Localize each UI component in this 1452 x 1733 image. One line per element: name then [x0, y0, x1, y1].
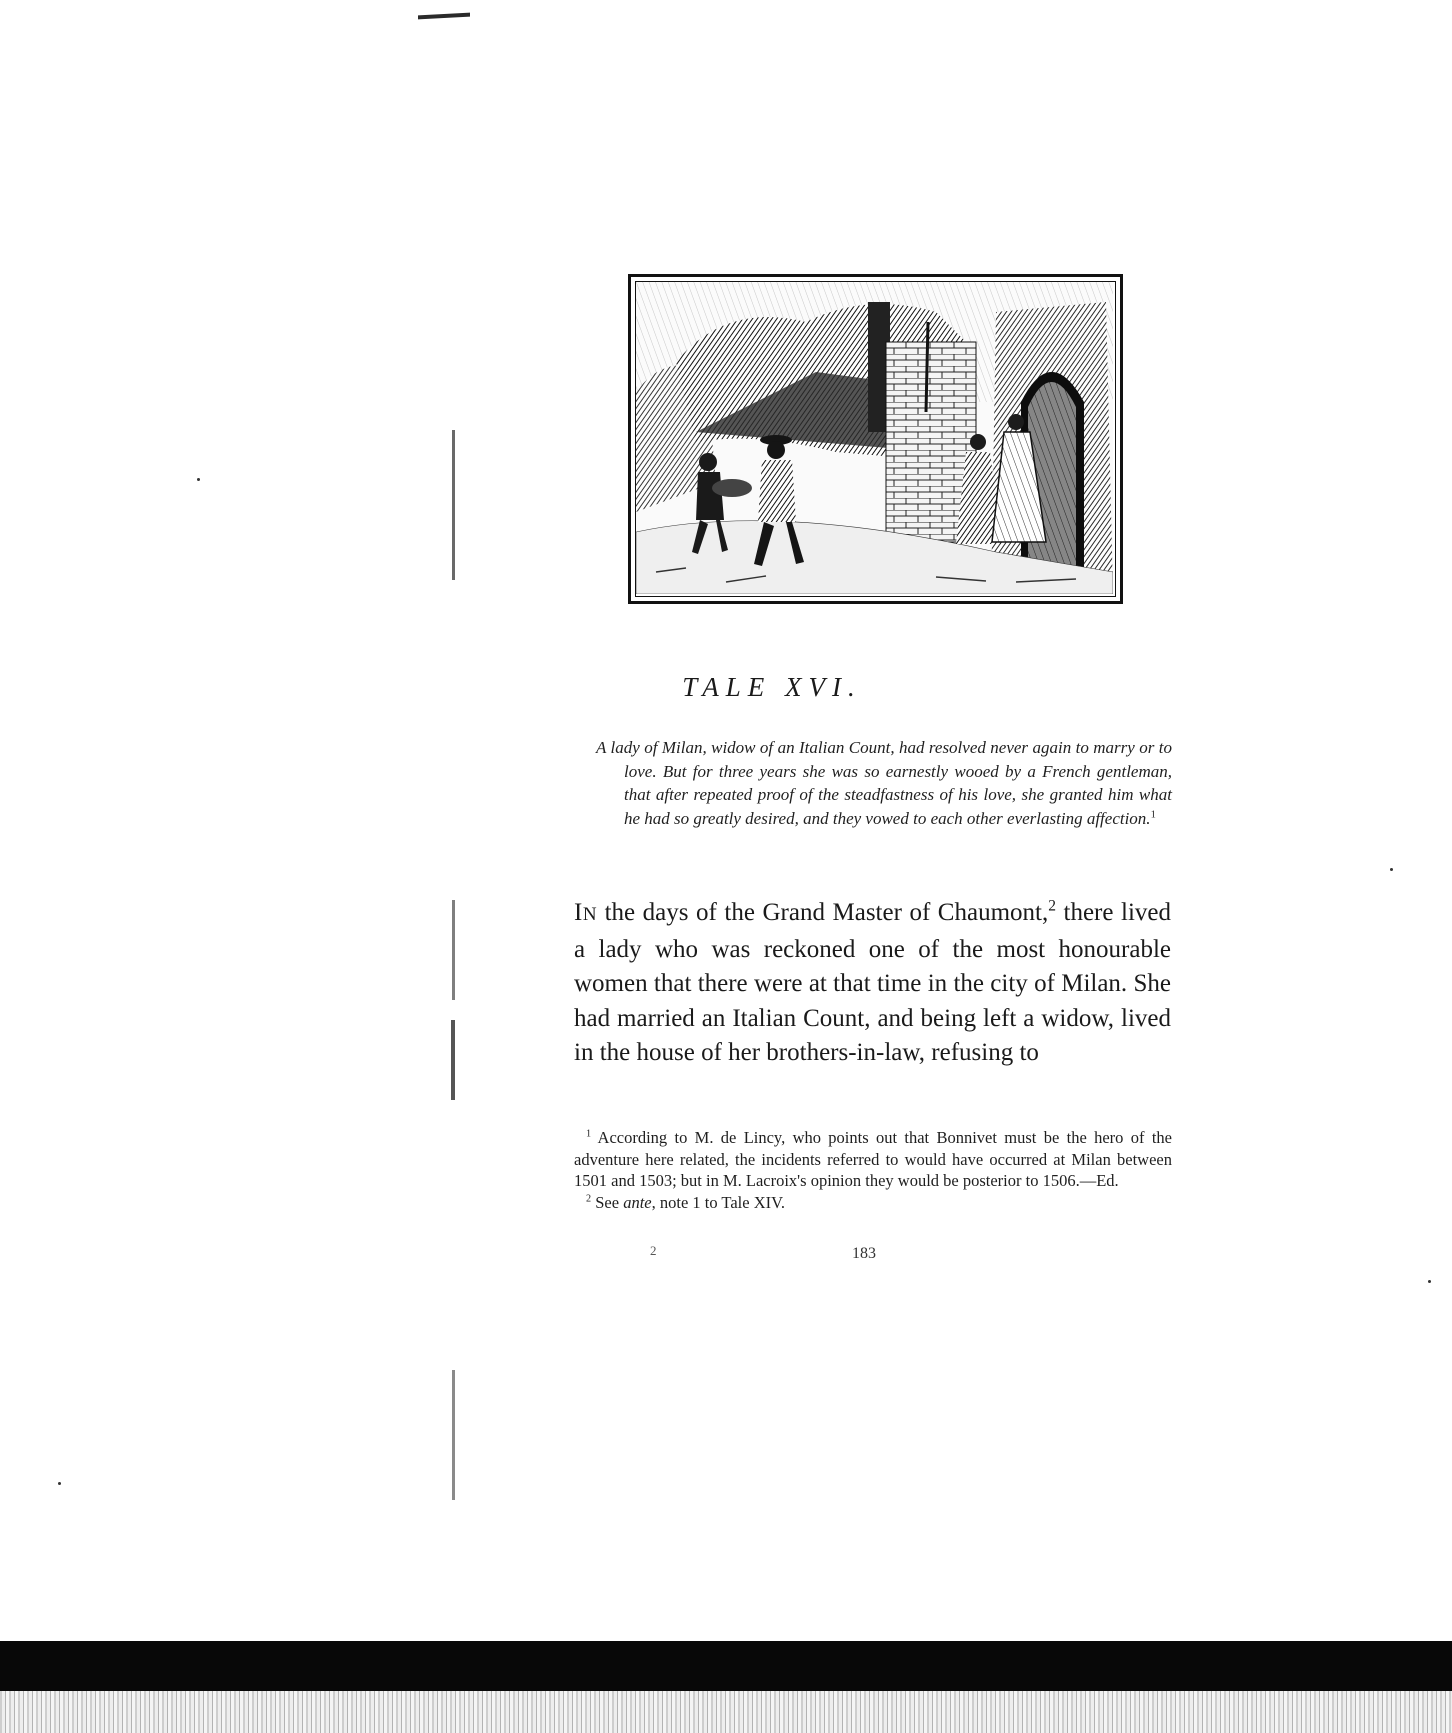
- footnote-marker: 1: [586, 1128, 592, 1140]
- gutter-streak: [452, 900, 455, 1000]
- page-number: 183: [852, 1245, 876, 1262]
- footnotes: [574, 1127, 1172, 1213]
- engraving-street-scene-image: [636, 282, 1113, 594]
- footnote-text: According to M. de Lincy, who points out that Bonnivet must be the hero of the adventure here related, the incidents referred to would have occurred at Milan between 1501 and 1503; but in M. Lacroix's opinion they would be posterior to 1506.—Ed.: [574, 1128, 1172, 1190]
- scan-speck: [58, 1482, 61, 1485]
- footnote-text: , note 1 to Tale XIV.: [651, 1192, 786, 1212]
- footnote-1: [574, 1127, 1172, 1192]
- lead-initial: I: [574, 899, 583, 926]
- footnote-2: [574, 1192, 1172, 1214]
- footnote-marker: 2: [586, 1193, 592, 1204]
- tale-title: TALE XVI.: [682, 672, 862, 702]
- body-text-part2: there lived a lady who was reckoned one of the most honourable women that there were at that time in the city of Milan. She had married an Italian Count, and being left a widow, lived in the house of her brothers-in-law, refusing to: [574, 899, 1172, 1066]
- gutter-streak: [451, 1020, 455, 1100]
- tale-illustration: [628, 274, 1123, 604]
- lead-word: [574, 899, 597, 926]
- footnote-italic: ante: [623, 1192, 652, 1212]
- scanner-noise-strip: [0, 1691, 1452, 1733]
- footnote-text: See: [591, 1192, 624, 1212]
- gutter-streak: [452, 430, 455, 580]
- footnote-ref-1[interactable]: 1: [1150, 808, 1156, 820]
- scan-speck: [1428, 1280, 1431, 1283]
- gutter-streak: [452, 1370, 455, 1500]
- gutter-top-mark: [418, 13, 470, 20]
- tale-synopsis: [596, 736, 1172, 830]
- scan-speck: [197, 478, 200, 481]
- scanner-shadow-bar: [0, 1641, 1452, 1691]
- body-text-part1: the days of the Grand Master of Chaumont,: [597, 899, 1049, 926]
- lead-small-caps: N: [582, 904, 598, 925]
- footnote-ref-2[interactable]: 2: [1048, 897, 1056, 915]
- printer-signature: 2: [650, 1243, 657, 1258]
- body-paragraph: [574, 896, 1171, 1071]
- scan-speck: [1390, 868, 1393, 871]
- synopsis-text: A lady of Milan, widow of an Italian Count, had resolved never again to marry or to love. But for three years she was so earnestly wooed by a French gentleman, that after repeated proof of the steadfastness of his love, she granted him what he had so greatly desired, and they vowed to each other everlasting affection.: [596, 738, 1172, 828]
